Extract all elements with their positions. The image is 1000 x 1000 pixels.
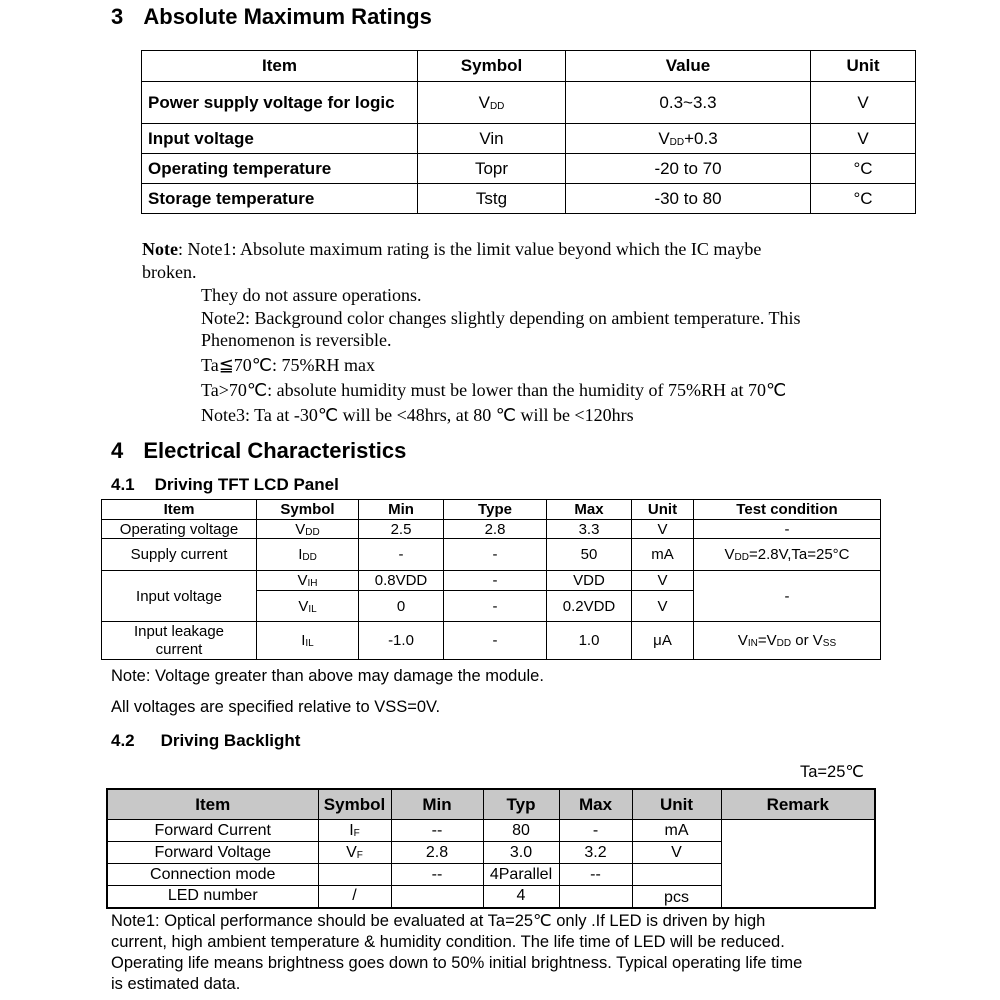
table-row: Operating voltage $V_{DD}$ 2.5 2.8 3.3 V - xyxy=(102,520,881,539)
note-voltage-damage: Note: Voltage greater than above may damage the module. xyxy=(111,667,544,685)
section-title: Electrical Characteristics xyxy=(143,438,407,463)
table-row: Forward Current $I_F$ -- 80 - mA xyxy=(107,820,875,842)
header-unit: Unit xyxy=(632,500,694,520)
header-item: Item xyxy=(102,500,257,520)
cell-value: 0.3~3.3 xyxy=(566,82,811,124)
cell-symbol: Tstg xyxy=(418,184,566,214)
backlight-note-line-1: Note1: Optical performance should be evaluated at Ta=25℃ only .If LED is driven by high xyxy=(111,912,766,930)
header-max: Max xyxy=(559,789,632,820)
cell-symbol: Vin xyxy=(418,124,566,154)
cell-unit: V xyxy=(811,124,916,154)
subsection-4-2-heading: 4.2 Driving Backlight xyxy=(111,731,301,750)
note-line-3: Note2: Background color changes slightly depending on ambient temperature. This xyxy=(201,308,801,328)
remark-cell xyxy=(721,820,875,908)
cell-unit: V xyxy=(811,82,916,124)
note-line-3b: Phenomenon is reversible. xyxy=(201,330,392,350)
table-row: Input voltage $V_{IH}$ 0.8VDD - VDD V - xyxy=(102,571,881,591)
section-title: Absolute Maximum Ratings xyxy=(143,4,432,29)
note-line-1: Note: Note1: Absolute maximum rating is the limit value beyond which the IC maybe xyxy=(142,239,762,259)
note-line-6: Note3: Ta at -30℃ will be <48hrs, at 80 ℃ will be <120hrs xyxy=(201,405,634,425)
cell-value: $V_{DD}+0.3$ xyxy=(566,124,811,154)
header-remark: Remark xyxy=(721,789,875,820)
cell-item: Storage temperature xyxy=(142,184,418,214)
backlight-note-line-3: Operating life means brightness goes down to 50% initial brightness. Typical operating life time xyxy=(111,954,803,972)
header-type: Type xyxy=(444,500,547,520)
table-row: $V_{IL}$ 0 - 0.2VDD V xyxy=(102,591,881,622)
tft-lcd-characteristics-table xyxy=(101,499,881,660)
table-row: Forward Voltage $V_F$ 2.8 3.0 3.2 V xyxy=(107,842,875,864)
backlight-note-line-2: current, high ambient temperature & humidity condition. The life time of LED will be reduced. xyxy=(111,933,785,951)
table-row: Input leakage current $I_{IL}$ -1.0 - 1.0 μA $V_{IN}=V_{DD}$ or $V_{SS}$ xyxy=(102,622,881,660)
absolute-max-ratings-table xyxy=(141,50,916,214)
subsection-4-1-heading: 4.1 Driving TFT LCD Panel xyxy=(111,475,339,494)
section-number: 3 xyxy=(111,4,124,29)
table-row xyxy=(142,184,916,214)
table-row xyxy=(142,82,916,124)
table-row: Supply current $I_{DD}$ - - 50 mA $V_{DD}=2.8V,Ta=25^\circ C$ xyxy=(102,539,881,571)
section-number: 4 xyxy=(111,438,124,463)
cell-item: Power supply voltage for logic xyxy=(142,82,418,124)
table-header-row xyxy=(102,500,881,520)
note-voltage-reference: All voltages are specified relative to VSS=0V. xyxy=(111,698,441,716)
header-min: Min xyxy=(359,500,444,520)
note-line-5: Ta>70℃: absolute humidity must be lower than the humidity of 75%RH at 70℃ xyxy=(201,380,787,400)
header-symbol: Symbol xyxy=(318,789,391,820)
table-row xyxy=(142,154,916,184)
backlight-note-line-4: is estimated data. xyxy=(111,975,241,993)
header-symbol: Symbol xyxy=(257,500,359,520)
section-4-heading xyxy=(111,438,406,464)
header-typ: Typ xyxy=(483,789,559,820)
header-max: Max xyxy=(547,500,632,520)
table-row: LED number / 4 pcs xyxy=(107,886,875,908)
header-min: Min xyxy=(391,789,483,820)
note-line-4: Ta≦70℃: 75%RH max xyxy=(201,355,376,375)
section-3-heading xyxy=(111,4,432,30)
cell-symbol: Topr xyxy=(418,154,566,184)
header-unit: Unit xyxy=(632,789,721,820)
cell-symbol: $V_{DD}$ xyxy=(418,82,566,124)
cell-unit: °C xyxy=(811,184,916,214)
header-item: Item xyxy=(142,51,418,82)
header-symbol: Symbol xyxy=(418,51,566,82)
table-header-row xyxy=(107,789,875,820)
table-row xyxy=(142,124,916,154)
backlight-table xyxy=(106,788,876,909)
header-item: Item xyxy=(107,789,318,820)
cell-item: Operating temperature xyxy=(142,154,418,184)
cell-unit: °C xyxy=(811,154,916,184)
cell-value: -30 to 80 xyxy=(566,184,811,214)
header-value: Value xyxy=(566,51,811,82)
header-unit: Unit xyxy=(811,51,916,82)
ambient-temperature-label: Ta=25℃ xyxy=(800,763,864,781)
table-header-row xyxy=(142,51,916,82)
cell-value: -20 to 70 xyxy=(566,154,811,184)
cell-item: Input voltage xyxy=(142,124,418,154)
header-test-condition: Test condition xyxy=(694,500,881,520)
table-row: Connection mode -- 4Parallel -- xyxy=(107,864,875,886)
note-line-1b: broken. xyxy=(142,262,197,282)
note-line-2: They do not assure operations. xyxy=(201,285,422,305)
